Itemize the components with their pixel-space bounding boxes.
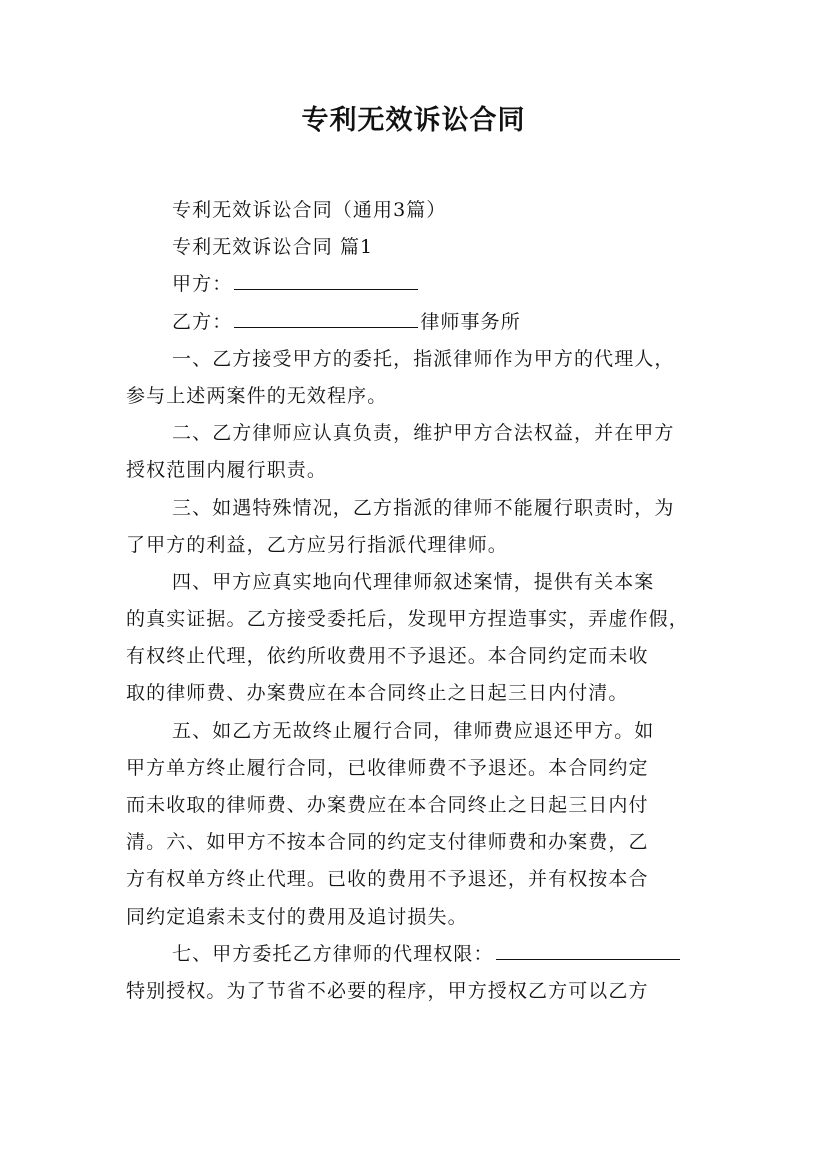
party-b-line: [126, 304, 706, 341]
subtitle: 专利无效诉讼合同（通用3篇）: [172, 199, 447, 221]
part-heading: 专利无效诉讼合同 篇1: [172, 236, 374, 259]
document-title: 专利无效诉讼合同: [301, 105, 526, 136]
clause-7-line-2: 特别授权。为了节省不必要的程序，甲方授权乙方可以乙方: [126, 979, 649, 1002]
clause-4-line-1: 四、甲方应真实地向代理律师叙述案情，提供有关本案: [172, 570, 655, 593]
party-a-label: 甲方：: [172, 273, 233, 296]
clause-5-line-2: 甲方单方终止履行合同，已收律师费不予退还。本合同约定: [126, 756, 649, 779]
clause-7-prefix: 七、甲方委托乙方律师的代理权限：: [172, 942, 494, 965]
clause-4-line-4: 取的律师费、办案费应在本合同终止之日起三日内付清。: [126, 682, 629, 705]
document-body: [126, 192, 706, 1010]
clause-2-line-1: 二、乙方律师应认真负责，维护甲方合法权益，并在甲方: [172, 422, 675, 445]
clause-3-line-1: 三、如遇特殊情况，乙方指派的律师不能履行职责时，为: [172, 496, 675, 519]
clause-7-blank[interactable]: [496, 937, 680, 960]
clause-6-line-2: 同约定追索未支付的费用及追讨损失。: [126, 905, 468, 928]
clause-3-line-2: 了甲方的利益，乙方应另行指派代理律师。: [126, 533, 508, 556]
clause-6-line-1: 方有权单方终止代理。已收的费用不予退还，并有权按本合: [126, 868, 649, 891]
party-b-suffix: 律师事务所: [420, 310, 521, 333]
party-a-line: [126, 266, 706, 303]
clause-1-line-2: 参与上述两案件的无效程序。: [126, 384, 388, 407]
party-a-blank[interactable]: [234, 267, 418, 290]
clause-5-line-4: 清。六、如甲方不按本合同的约定支付律师费和办案费，乙: [126, 831, 649, 854]
clause-7-line-1: [126, 936, 706, 973]
clause-4-line-2: 的真实证据。乙方接受委托后，发现甲方捏造事实，弄虚作假，: [126, 608, 689, 631]
clause-2-line-2: 授权范围内履行职责。: [126, 459, 328, 482]
clause-4-line-3: 有权终止代理，依约所收费用不予退还。本合同约定而未收: [126, 645, 649, 668]
party-b-blank[interactable]: [234, 305, 418, 328]
clause-1-line-1: 一、乙方接受甲方的委托，指派律师作为甲方的代理人，: [172, 347, 675, 370]
clause-5-line-3: 而未收取的律师费、办案费应在本合同终止之日起三日内付: [126, 794, 649, 816]
party-b-label: 乙方：: [172, 310, 233, 333]
clause-5-line-1: 五、如乙方无故终止履行合同，律师费应退还甲方。如: [172, 719, 655, 742]
